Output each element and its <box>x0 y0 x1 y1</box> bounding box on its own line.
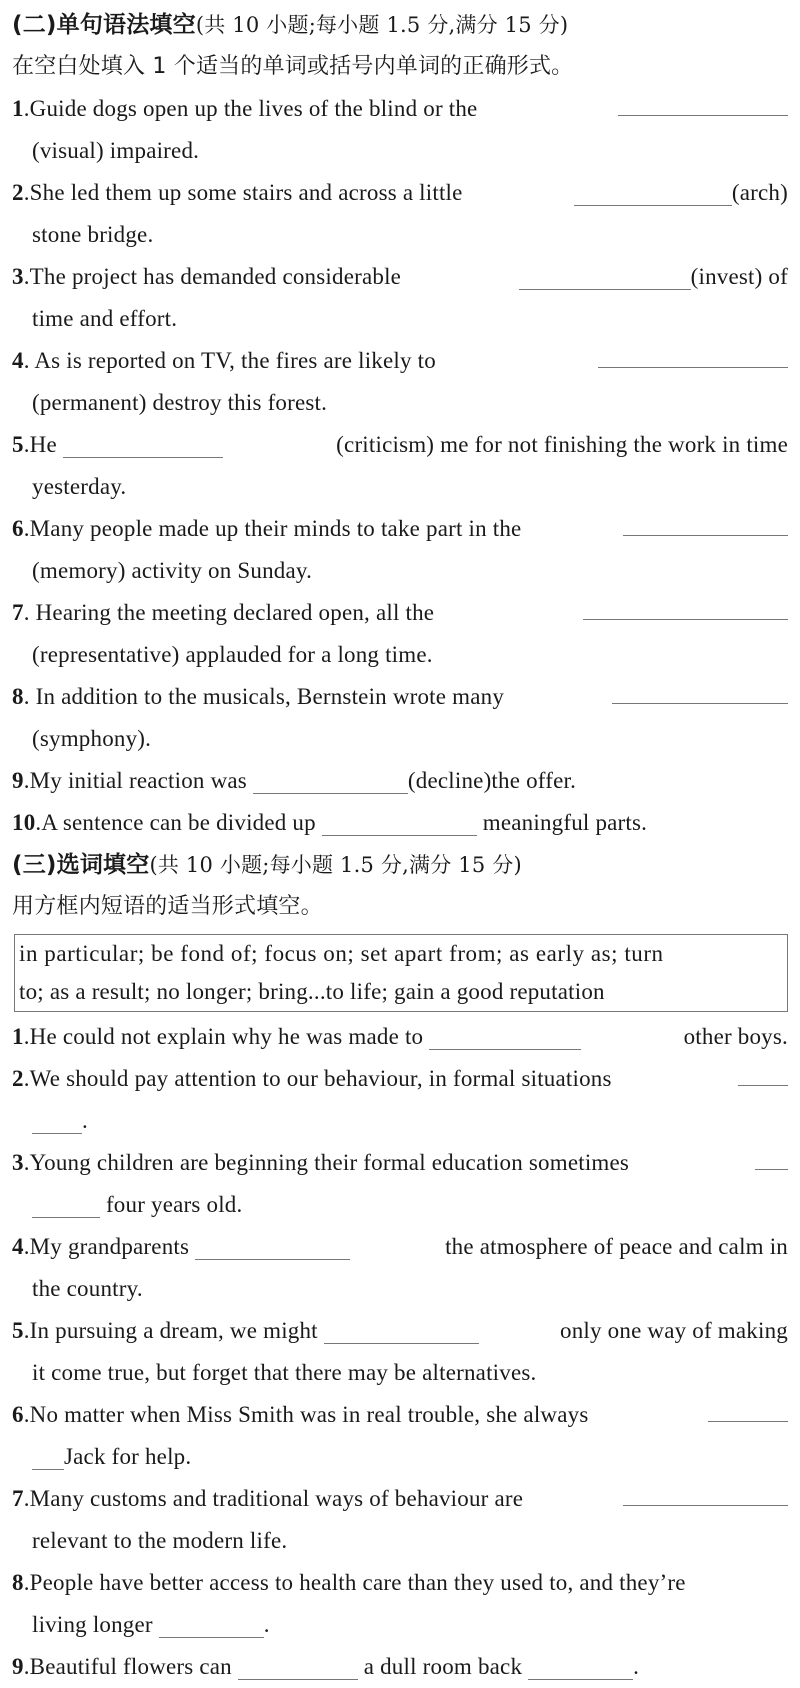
answer-blank[interactable] <box>618 91 788 116</box>
s2-question-9: 9.My initial reaction was (decline)the offer. <box>12 768 577 793</box>
answer-blank[interactable] <box>324 1319 479 1344</box>
answer-blank[interactable] <box>738 1061 788 1086</box>
section-2-title: (二)单句语法填空(共 10 小题;每小题 1.5 分,满分 15 分) <box>12 12 569 38</box>
s2-question-2: 2.She led them up some stairs and across a little (arch) <box>12 180 788 205</box>
s3-question-5: 5.In pursuing a dream, we might only one way of making <box>12 1318 788 1343</box>
s3-question-3: 3.Young children are beginning their formal education sometimes <box>12 1142 788 1184</box>
worksheet-page: (二)单句语法填空(共 10 小题;每小题 1.5 分,满分 15 分) 在空白处填入 1 个适当的单词或括号内单词的正确形式。 1.Guide dogs open up the lives of the blind or the (visual) impaired. 2.She led them up some stairs and across a little (arch) stone bridge. 3.The project has demanded considerable (invest) of time and effort. 4. As is reported on TV, the fires are likely to (permanent) destroy this forest. 5.He (criticism) me for not finishing the work in time yesterday. 6.Many people made up their minds to take part in the (memory) activity on Sunday. 7. Hearing the meeting declared open, all the (representative) applauded for a long time. 8. In addition to the musicals, Bernstein wrote many (symphony). 9.My initial reaction was (decline)the offer. 10.A sentence can be divided up meaningful parts. (三)选词填空(共 10 小题;每小题 1.5 分,满分 15 分) 用方框内短语的适当形式填空。 in particular; be fond of; focus on; set apart from; as early as; turn to; as a result; no longer; bring...to life; gain a good reputation 1.He could not explain why he was made to other boys. 2.We should pay attention to our behaviour, in formal situations . 3.Young children are beginning their formal education sometimes four years old. 4.My grandparents the atmosphere of peace and calm in the country. 5.In pursuing a dream, we might only one way of making it come true, but forget that there may be alternatives. 6.No matter when Miss Smith was in real trouble, she always Jack for help. 7.Many customs and traditional ways of behaviour are relevant to the modern life. 8.People have better access to health care than they used to, and they’re living longer . 9.Beautiful flowers can a dull room back . <box>0 0 800 1688</box>
answer-blank[interactable] <box>623 511 788 536</box>
answer-blank-cont[interactable] <box>32 1445 64 1470</box>
answer-blank[interactable] <box>322 811 477 836</box>
section-3-title: (三)选词填空(共 10 小题;每小题 1.5 分,满分 15 分) <box>12 852 522 878</box>
answer-blank-cont[interactable] <box>32 1193 100 1218</box>
section-3-instruction: 用方框内短语的适当形式填空。 <box>12 894 323 919</box>
s3-question-9: 9.Beautiful flowers can a dull room back . <box>12 1654 640 1679</box>
answer-blank[interactable] <box>623 1481 788 1506</box>
section-2-instruction: 在空白处填入 1 个适当的单词或括号内单词的正确形式。 <box>12 54 574 79</box>
s2-question-7: 7. Hearing the meeting declared open, all the <box>12 592 788 634</box>
s2-question-3: 3.The project has demanded considerable (invest) of <box>12 264 788 289</box>
answer-blank[interactable] <box>598 343 788 368</box>
answer-blank[interactable] <box>63 433 223 458</box>
answer-blank-cont[interactable] <box>32 1109 82 1134</box>
answer-blank[interactable] <box>528 1655 633 1680</box>
answer-blank[interactable] <box>612 679 788 704</box>
s3-question-6: 6.No matter when Miss Smith was in real trouble, she always <box>12 1394 788 1436</box>
phrase-box <box>14 934 788 1012</box>
s3-question-7: 7.Many customs and traditional ways of behaviour are <box>12 1478 788 1520</box>
s2-question-6: 6.Many people made up their minds to take part in the <box>12 508 788 550</box>
s3-question-2: 2.We should pay attention to our behaviour, in formal situations <box>12 1058 788 1100</box>
phrase-list-line-1: in particular; be fond of; focus on; set apart from; as early as; turn <box>19 941 664 966</box>
answer-blank[interactable] <box>755 1145 788 1170</box>
s2-question-8: 8. In addition to the musicals, Bernstein wrote many <box>12 676 788 718</box>
answer-blank[interactable] <box>429 1025 581 1050</box>
answer-blank[interactable] <box>708 1397 788 1422</box>
phrase-list-line-2: to; as a result; no longer; bring...to life; gain a good reputation <box>19 979 605 1004</box>
s3-question-4: 4.My grandparents the atmosphere of peace and calm in <box>12 1234 788 1259</box>
s2-question-4: 4. As is reported on TV, the fires are likely to <box>12 340 788 382</box>
s3-question-8: 8.People have better access to health care than they used to, and they’re <box>12 1570 686 1595</box>
s2-question-5: 5.He (criticism) me for not finishing the work in time <box>12 432 788 457</box>
s2-question-10: 10.A sentence can be divided up meaningful parts. <box>12 810 648 835</box>
answer-blank[interactable] <box>253 769 408 794</box>
s3-question-1: 1.He could not explain why he was made to other boys. <box>12 1024 788 1049</box>
answer-blank[interactable] <box>574 181 732 206</box>
answer-blank[interactable] <box>195 1235 350 1260</box>
answer-blank[interactable] <box>519 265 691 290</box>
answer-blank[interactable] <box>238 1655 358 1680</box>
answer-blank[interactable] <box>159 1613 264 1638</box>
answer-blank[interactable] <box>583 595 788 620</box>
s2-question-1: 1.Guide dogs open up the lives of the blind or the <box>12 88 788 130</box>
